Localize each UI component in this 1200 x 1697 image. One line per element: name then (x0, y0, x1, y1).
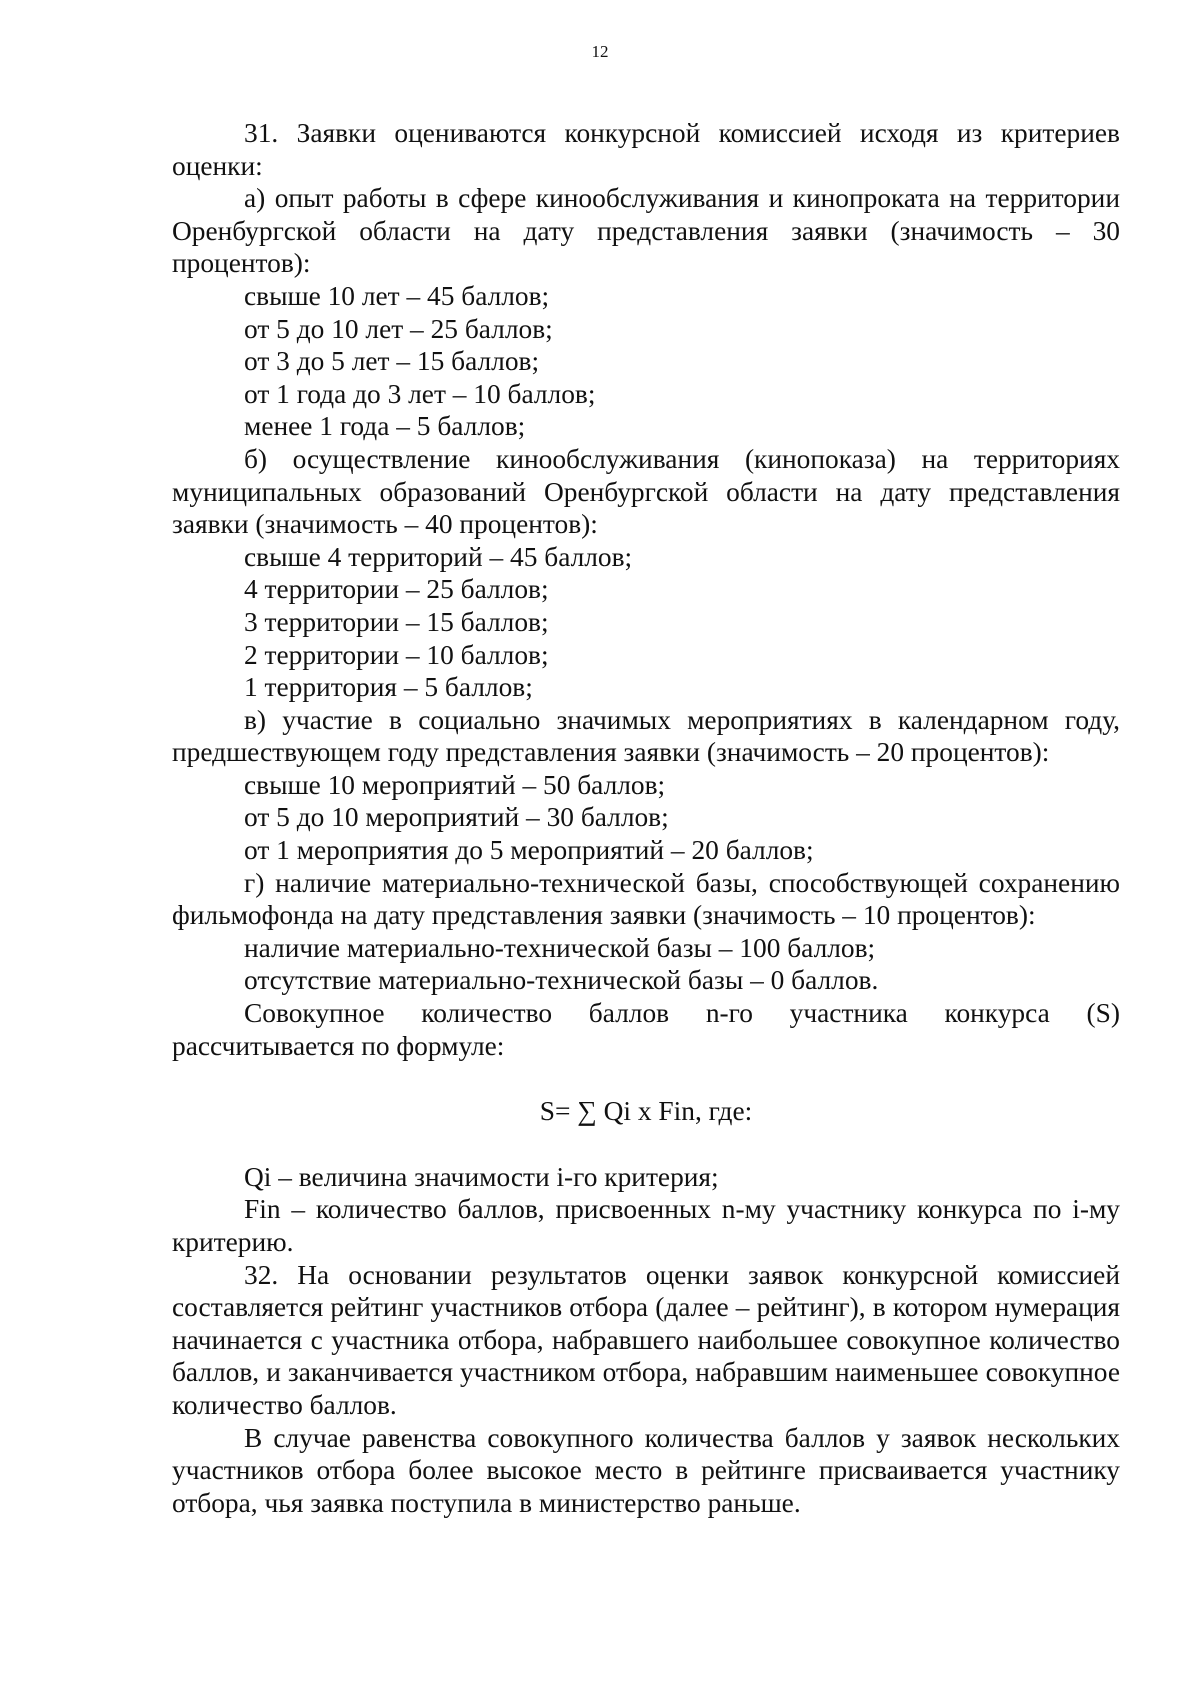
criterion-b-item: 4 территории – 25 баллов; (244, 574, 549, 605)
criterion-b-item: 3 территории – 15 баллов; (244, 606, 549, 637)
paragraph-31-intro: 31. Заявки оцениваются конкурсной комиссией исходя из критериев оценки: (172, 118, 1120, 181)
criterion-a-item: от 3 до 5 лет – 15 баллов; (244, 346, 540, 377)
criterion-a-item: от 5 до 10 лет – 25 баллов; (244, 313, 553, 344)
total-score-intro: Совокупное количество баллов n-го участника конкурса (S) рассчитывается по формуле: (172, 998, 1120, 1061)
criterion-a: а) опыт работы в сфере кинообслуживания и кинопроката на территории Оренбургской области на дату представления заявки (значимость – 30 процентов): (172, 183, 1120, 279)
criterion-a-item: от 1 года до 3 лет – 10 баллов; (244, 378, 596, 409)
paragraph-tie-rule: В случае равенства совокупного количества баллов у заявок нескольких участников отбора более высокое место в рейтинге присваивается участнику отбора, чья заявка поступила в министерство раньше. (172, 1422, 1120, 1518)
criterion-v-item: свыше 10 мероприятий – 50 баллов; (244, 769, 666, 800)
criterion-g-item: отсутствие материально-технической базы – 0 баллов. (244, 965, 879, 996)
formula-definition-fin: Fin – количество баллов, присвоенных n-му участнику конкурса по i-му критерию. (172, 1194, 1120, 1257)
score-formula: S= ∑ Qi x Fin, где: (539, 1096, 753, 1127)
criterion-b-item: свыше 4 территорий – 45 баллов; (244, 541, 633, 572)
criterion-a-item: свыше 10 лет – 45 баллов; (244, 280, 550, 311)
criterion-b: б) осуществление кинообслуживания (кинопоказа) на территориях муниципальных образований Оренбургской области на дату представления заявки (значимость – 40 процентов): (172, 443, 1120, 540)
criterion-v-item: от 5 до 10 мероприятий – 30 баллов; (244, 802, 669, 833)
criterion-a-item: менее 1 года – 5 баллов; (244, 411, 526, 442)
paragraph-32: 32. На основании результатов оценки заявок конкурсной комиссией составляется рейтинг участников отбора (далее – рейтинг), в котором нумерация начинается с участника отбора, набравшего наибольшее совокупное количество баллов, и заканчивается участником отбора, набравшим наименьшее совокупное количество баллов. (172, 1259, 1120, 1420)
formula-definition-qi: Qi – величина значимости i-го критерия; (244, 1161, 719, 1192)
document-body (172, 117, 1120, 1519)
criterion-b-item: 1 территория – 5 баллов; (244, 672, 533, 703)
criterion-g-item: наличие материально-технической базы – 100 баллов; (244, 932, 876, 963)
page-number: 12 (591, 42, 609, 61)
criterion-g: г) наличие материально-технической базы, способствующей сохранению фильмофонда на дату представления заявки (значимость – 10 процентов): (172, 867, 1120, 931)
criterion-v-item: от 1 мероприятия до 5 мероприятий – 20 баллов; (244, 835, 814, 866)
criterion-v: в) участие в социально значимых мероприятиях в календарном году, предшествующем году представления заявки (значимость – 20 процентов): (172, 704, 1120, 768)
criterion-b-item: 2 территории – 10 баллов; (244, 639, 549, 670)
